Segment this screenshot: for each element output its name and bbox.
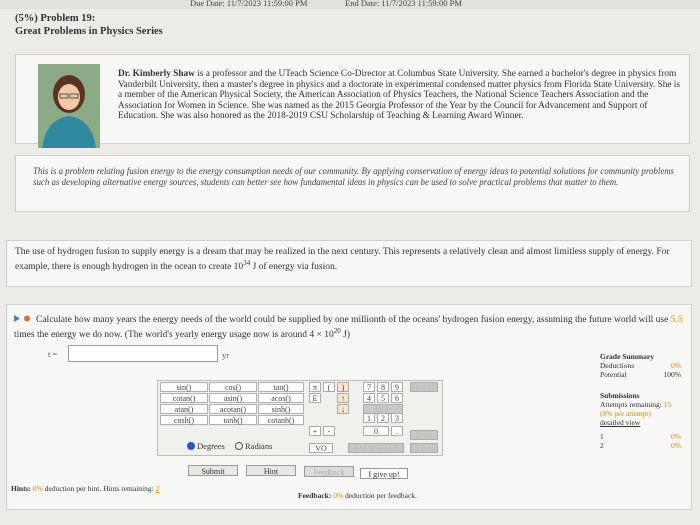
calc-function-key[interactable]: cos() — [209, 382, 257, 392]
detailed-view-link[interactable]: detailed view — [600, 418, 641, 427]
attempts-value: 15 — [663, 400, 672, 409]
calc-plus-key[interactable]: + — [309, 426, 321, 436]
due-date: Due Date: 11/7/2023 11:59:00 PM — [190, 0, 308, 8]
calc-digit-key[interactable]: 4 — [363, 393, 375, 403]
question-part3: J) — [340, 330, 351, 341]
statement-exponent: 34 — [243, 259, 251, 267]
submission-row — [600, 441, 685, 450]
calc-function-key[interactable]: tanh() — [209, 415, 257, 425]
potential-row — [600, 370, 685, 379]
feedback-text: deduction per feedback. — [343, 491, 417, 500]
author-bio — [118, 69, 683, 122]
answer-label: t = — [48, 349, 58, 359]
statement-part1: The use of hydrogen fusion to supply energy is a dream that may be realized in the next century. This represents a relatively clean and almost limitless supply of energy. For example, there is enough hydrogen in the ocean to create 10 — [15, 247, 670, 273]
top-bar — [0, 0, 700, 9]
calc-exp-key[interactable]: E — [309, 393, 321, 403]
potential-value: 100% — [663, 370, 681, 379]
question-part2: times the energy we do now. (The world's yearly energy usage now is around 4 × 10 — [14, 330, 334, 341]
bio-text: is a professor and the UTeach Science Co-Director at Columbus State University. She earned a bachelor's degree in physics from Vanderbilt University, then a master's degree in physics and a doctorate in experimental condensed matter physics from Florida State University. She is a member of the American Physical Society, the American Association of Physics Teachers, the National Science Teachers Association and the Association for Women in Science. She was named as the 2015 Georgia Professor of the Year by the Council for Advancement and Support of Education. She was also honored as the 2018-2019 CSU Scholarship of Teaching & Learning Award Winner. — [118, 69, 681, 121]
submission-number: 2 — [600, 441, 604, 450]
submission-value: 0% — [671, 441, 681, 450]
calc-function-key[interactable]: sin() — [160, 382, 208, 392]
submission-number: 1 — [600, 432, 604, 441]
calc-vo-key[interactable]: VO — [309, 443, 333, 453]
energy-factor: 5.5 — [670, 315, 683, 325]
feedback-info — [298, 491, 417, 500]
calc-down-key[interactable]: ↓ — [337, 404, 349, 414]
hints-pct: 0% — [32, 484, 43, 493]
calc-digit-key[interactable]: 2 — [377, 413, 389, 423]
submissions-title: Submissions — [600, 391, 640, 400]
calc-digit-key[interactable]: 5 — [377, 393, 389, 403]
question-exponent: 20 — [333, 327, 341, 335]
calc-up-key[interactable]: ↑ — [337, 393, 349, 403]
calc-function-key[interactable]: cotanh() — [258, 415, 304, 425]
grade-summary-title: Grade Summary — [600, 352, 654, 361]
author-photo — [38, 64, 100, 148]
radio-degrees[interactable] — [187, 442, 195, 450]
grade-summary — [600, 352, 685, 450]
feedback-button[interactable]: Feedback — [304, 466, 354, 477]
deductions-label: Deductions — [600, 361, 635, 370]
calc-function-key[interactable]: acotan() — [209, 404, 257, 414]
calc-backspace-key[interactable]: BACKSPACE — [348, 443, 404, 453]
hints-info — [11, 484, 159, 493]
problem-statement — [15, 247, 685, 273]
calc-close-paren-key[interactable]: ) — [337, 382, 349, 392]
hints-label: Hints: — [11, 484, 32, 493]
radians-label: Radians — [245, 441, 273, 451]
calc-function-key[interactable]: sinh() — [258, 404, 304, 414]
radio-radians[interactable] — [235, 442, 243, 450]
give-up-button[interactable]: I give up! — [360, 468, 408, 479]
hints-remaining: 2 — [155, 484, 160, 493]
question-text — [14, 315, 686, 341]
degrees-label: Degrees — [197, 441, 225, 451]
series-title: Great Problems in Physics Series — [15, 26, 163, 37]
intro-text: This is a problem relating fusion energy to the energy consumption needs of our community. By applying conservation of energy ideas to potential solutions for community problems such as developing alternative energy sources, students can better see how fundamental ideas in physics can be used to solve practical problems that matter to them. — [33, 166, 675, 187]
per-attempt: (0% per attempt) — [600, 409, 651, 418]
potential-label: Potential — [600, 370, 627, 379]
calc-digit-key[interactable]: 1 — [363, 413, 375, 423]
calc-digit-key[interactable]: 0 — [363, 426, 389, 436]
answer-input[interactable] — [68, 345, 218, 362]
calc-digit-key[interactable]: 3 — [391, 413, 403, 423]
calc-clear-key[interactable]: CLEAR — [411, 444, 438, 453]
deductions-value: 0% — [671, 361, 681, 370]
degrees-option[interactable] — [187, 441, 225, 451]
deductions-row — [600, 361, 685, 370]
calc-function-key[interactable]: atan() — [160, 404, 208, 414]
calc-decimal-key[interactable]: . — [391, 426, 403, 436]
calc-function-key[interactable]: asin() — [209, 393, 257, 403]
hint-button[interactable]: Hint — [246, 465, 296, 476]
calc-del-key[interactable]: DEL — [363, 404, 403, 414]
hints-text: deduction per hint. Hints remaining: — [42, 484, 154, 493]
calc-function-key[interactable]: acos() — [258, 393, 304, 403]
calc-function-key[interactable]: tan() — [258, 382, 304, 392]
problem-number: (5%) Problem 19: — [15, 13, 96, 24]
calc-digit-key[interactable]: 8 — [377, 382, 389, 392]
calc-function-key[interactable]: cosh() — [160, 415, 208, 425]
end-date: End Date: 11/7/2023 11:59:00 PM — [345, 0, 462, 8]
author-name: Dr. Kimberly Shaw — [118, 69, 195, 79]
calc-end-key[interactable]: END — [410, 430, 438, 440]
calc-home-key[interactable]: HOME — [410, 382, 438, 392]
feedback-pct: 0% — [333, 491, 344, 500]
attempts-label: Attempts remaining: — [600, 400, 662, 409]
calc-digit-key[interactable]: 9 — [391, 382, 403, 392]
question-part1: Calculate how many years the energy needs of the world could be supplied by one millionth of the oceans' hydrogen fusion energy, assuming the future world will use — [36, 315, 671, 325]
calc-digit-key[interactable]: 6 — [391, 393, 403, 403]
radians-option[interactable] — [235, 441, 272, 451]
submit-button[interactable]: Submit — [188, 465, 238, 476]
calc-open-paren-key[interactable]: ( — [323, 382, 335, 392]
calc-minus-key[interactable]: - — [323, 426, 335, 436]
submission-value: 0% — [671, 432, 681, 441]
attempts-row — [600, 400, 685, 409]
statement-part2: J of energy via fusion. — [250, 262, 338, 273]
feedback-label: Feedback: — [298, 491, 332, 500]
answer-unit: yr — [222, 350, 230, 360]
calc-digit-key[interactable]: 7 — [363, 382, 375, 392]
submission-row — [600, 432, 685, 441]
calc-function-key[interactable]: cotan() — [160, 393, 208, 403]
calc-pi-key[interactable]: π — [309, 382, 321, 392]
